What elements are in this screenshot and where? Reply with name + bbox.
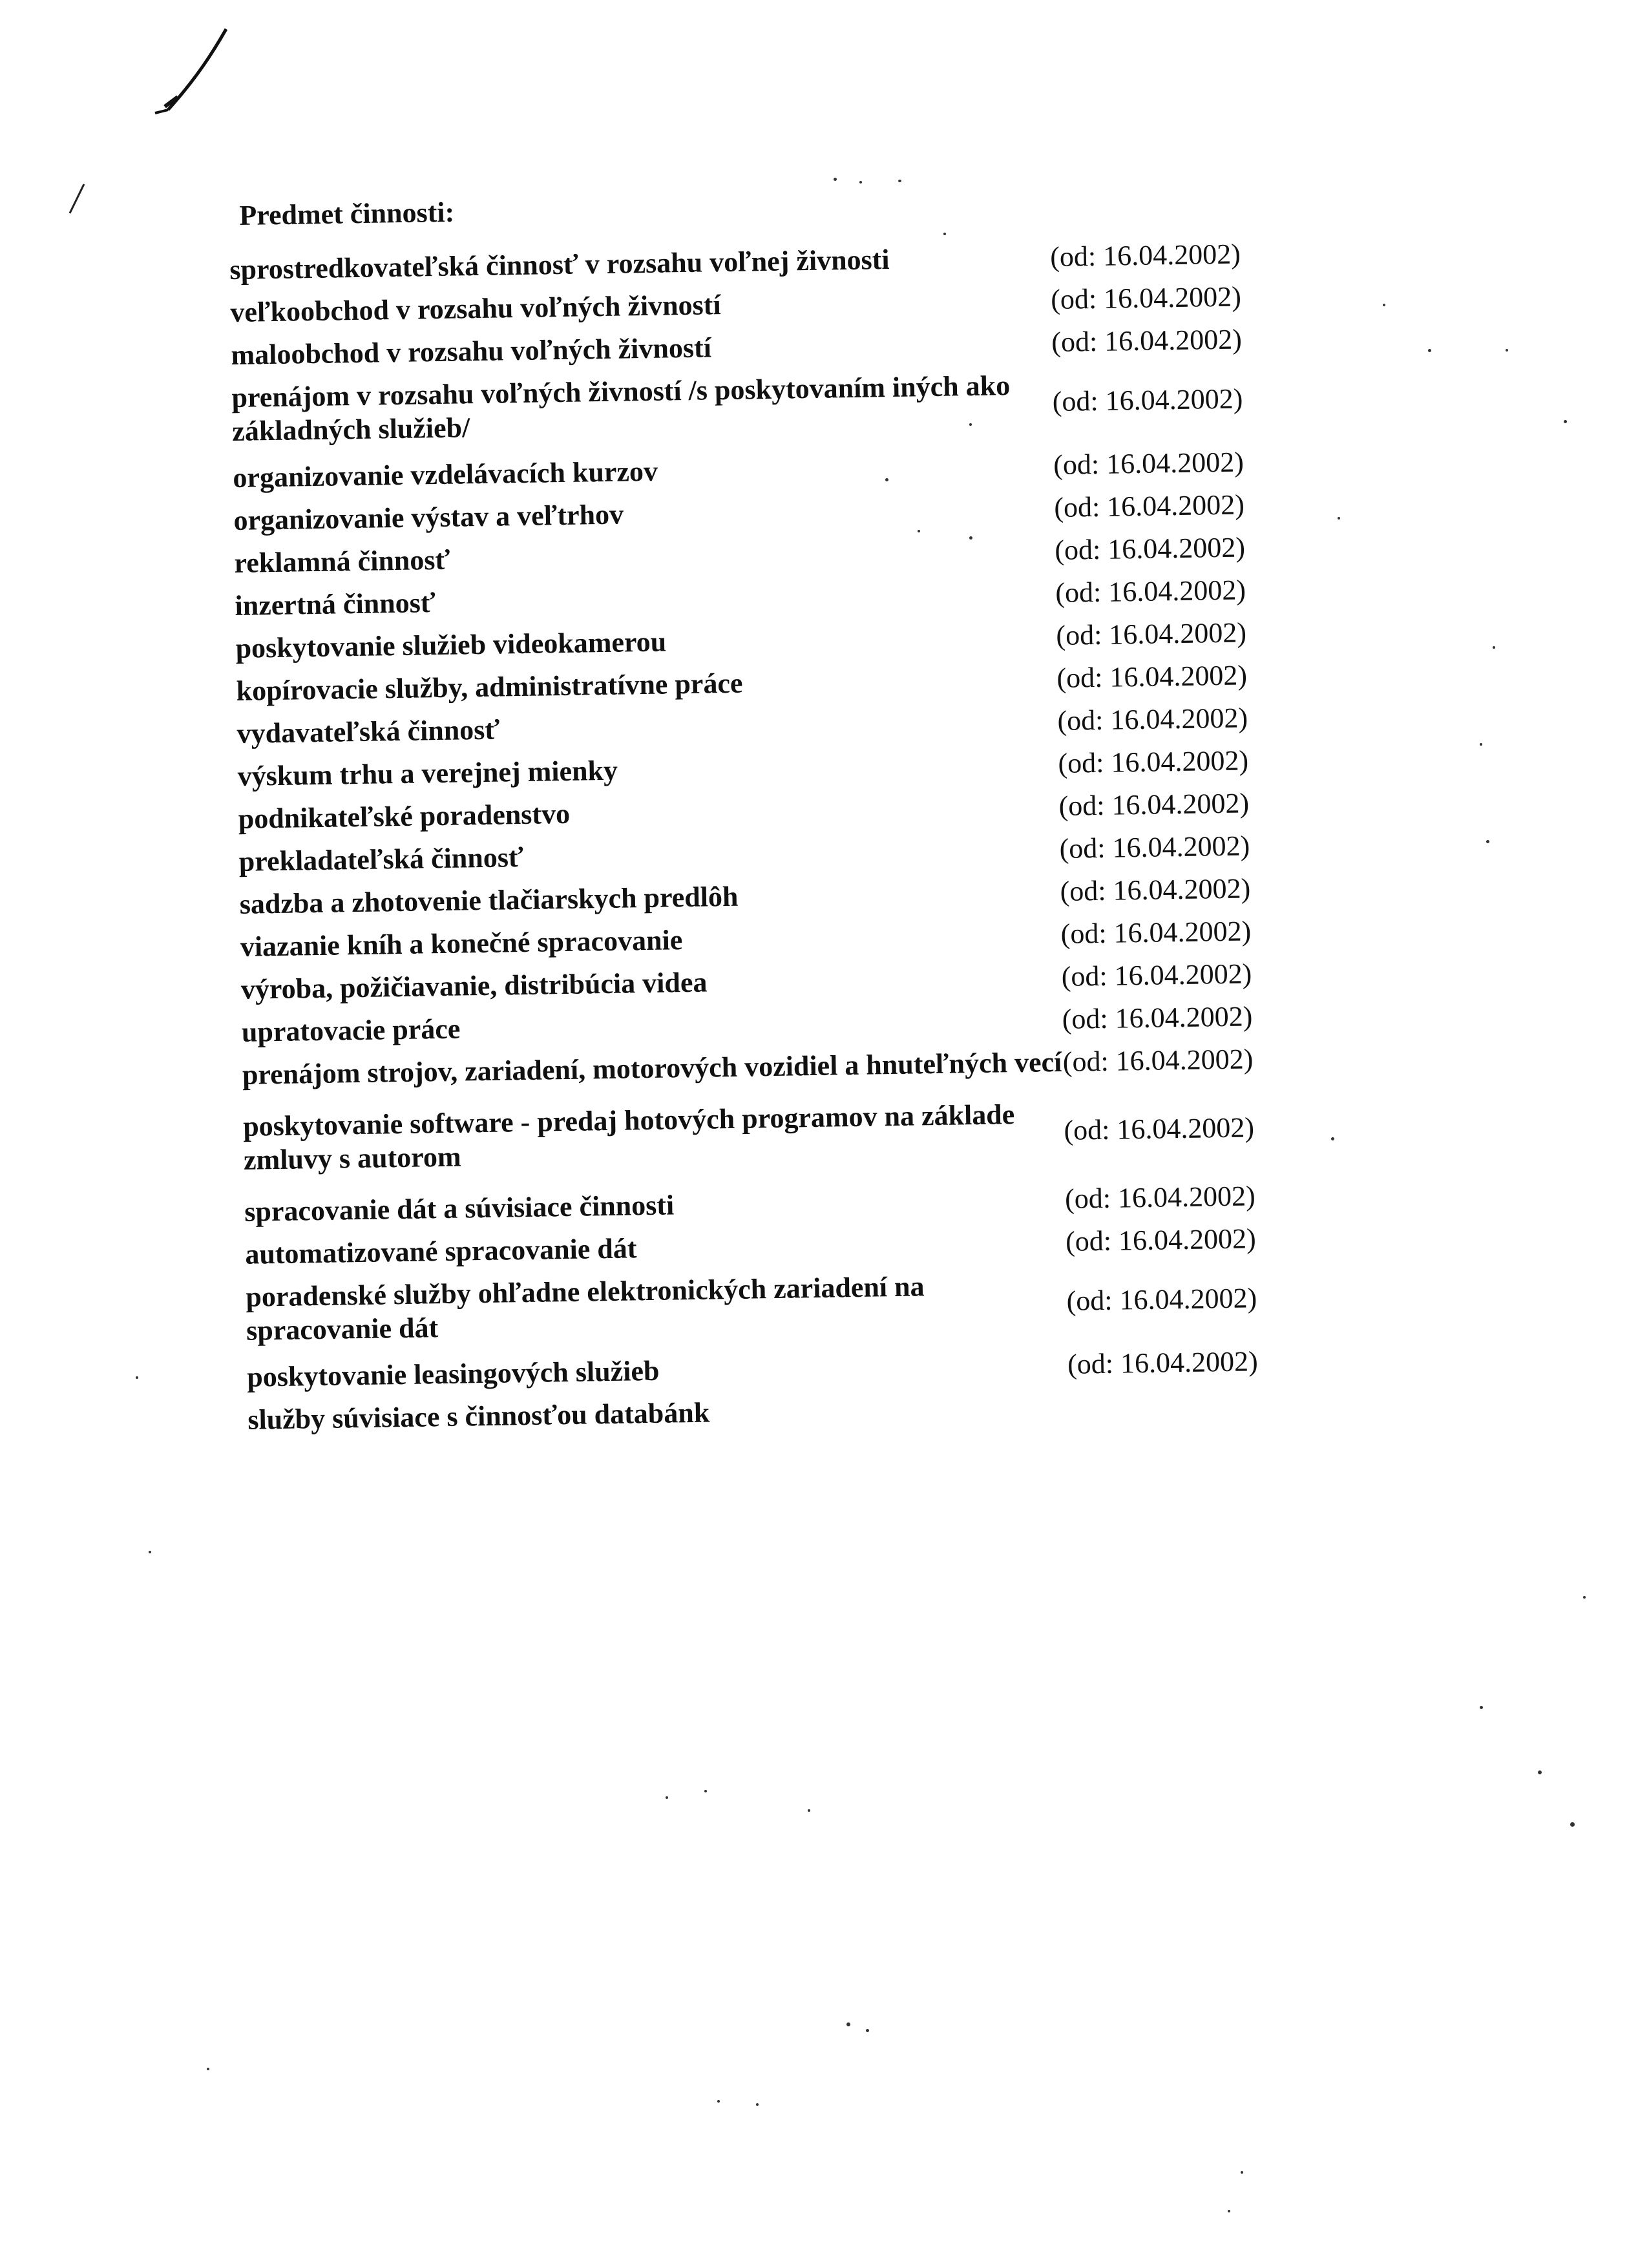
activity-date: (od: 16.04.2002) xyxy=(1067,1345,1259,1380)
scan-speck xyxy=(885,478,888,481)
scan-speck xyxy=(1538,1770,1542,1774)
scan-speck xyxy=(859,181,862,184)
scan-speck xyxy=(866,2029,869,2032)
scan-speck xyxy=(756,2103,759,2106)
list-item xyxy=(246,1261,1493,1347)
activity-text: poskytovanie leasingových služieb xyxy=(246,1354,660,1393)
activity-text: výroba, požičiavanie, distribúcia videa xyxy=(240,966,708,1005)
activity-date: (od: 16.04.2002) xyxy=(1052,383,1243,418)
activity-date: (od: 16.04.2002) xyxy=(1062,1000,1253,1035)
activity-date: (od: 16.04.2002) xyxy=(1050,280,1242,316)
activity-text: maloobchod v rozsahu voľných živností xyxy=(231,331,712,371)
scan-speck xyxy=(898,180,901,182)
activity-date: (od: 16.04.2002) xyxy=(1064,1111,1255,1146)
scan-speck xyxy=(1583,1596,1586,1599)
scan-speck xyxy=(943,233,946,235)
activity-date: (od: 16.04.2002) xyxy=(1053,488,1245,523)
pen-stroke xyxy=(65,181,90,220)
scan-speck xyxy=(1480,743,1482,746)
activity-text: poradenské služby ohľadne elektronických zariadení na spracovanie dát xyxy=(245,1270,925,1347)
activity-text: reklamná činnosť xyxy=(234,543,450,579)
activity-date: (od: 16.04.2002) xyxy=(1060,915,1252,950)
scan-speck xyxy=(1241,2171,1243,2174)
activity-text: vydavateľská činnosť xyxy=(236,713,500,750)
activity-text: sprostredkovateľská činnosť v rozsahu voľnej živnosti xyxy=(229,243,890,286)
scan-speck xyxy=(969,536,972,540)
scan-speck xyxy=(846,2022,850,2026)
scan-speck xyxy=(1564,420,1567,423)
activity-text: spracovanie dát a súvisiace činnosti xyxy=(244,1189,675,1228)
activity-date: (od: 16.04.2002) xyxy=(1054,531,1246,566)
scan-speck xyxy=(1506,349,1508,352)
scan-speck xyxy=(1228,2210,1230,2212)
activity-text: poskytovanie služieb videokamerou xyxy=(235,625,667,664)
activity-text: poskytovanie software - predaj hotových programov na základe zmluvy s autorom xyxy=(242,1098,1015,1176)
activity-text: organizovanie výstav a veľtrhov xyxy=(233,498,624,536)
activity-text: veľkoobchod v rozsahu voľných živností xyxy=(230,289,721,328)
activity-text: sadzba a zhotovenie tlačiarskych predlôh xyxy=(239,880,739,920)
scan-speck xyxy=(704,1790,707,1792)
scan-speck xyxy=(1338,517,1340,520)
activity-date: (od: 16.04.2002) xyxy=(1055,574,1246,609)
list-item xyxy=(243,1091,1491,1177)
scan-speck xyxy=(1383,304,1385,306)
scan-speck xyxy=(717,2100,720,2103)
pen-mark xyxy=(129,19,258,149)
scan-speck xyxy=(207,2068,209,2070)
scan-speck xyxy=(1480,1706,1483,1709)
scan-speck xyxy=(1570,1822,1575,1827)
activity-text: inzertná činnosť xyxy=(235,587,436,622)
list-item xyxy=(247,1383,1495,1436)
scan-speck xyxy=(136,1376,138,1379)
activity-text: prenájom strojov, zariadení, motorových vozidiel a hnuteľných vecí xyxy=(242,1045,1062,1091)
scan-speck xyxy=(1331,1137,1334,1140)
scan-speck xyxy=(808,1809,810,1812)
activity-text: automatizované spracovanie dát xyxy=(244,1232,637,1270)
activity-date: (od: 16.04.2002) xyxy=(1062,1043,1254,1078)
activity-text: prenájom v rozsahu voľných živností /s poskytovaním iných ako základných služieb/ xyxy=(231,370,1011,447)
activity-date: (od: 16.04.2002) xyxy=(1061,958,1252,992)
page-heading: Predmet činnosti: xyxy=(239,196,455,231)
activity-text: podnikateľské poradenstvo xyxy=(238,797,571,835)
activity-text: prekladateľská činnosť xyxy=(238,841,524,877)
scan-speck xyxy=(666,1796,668,1799)
list-item xyxy=(242,1039,1490,1092)
activity-date: (od: 16.04.2002) xyxy=(1051,323,1243,359)
activity-text: upratovacie práce xyxy=(241,1013,461,1048)
scan-speck xyxy=(1486,840,1489,843)
activity-date: (od: 16.04.2002) xyxy=(1060,872,1251,907)
activity-date: (od: 16.04.2002) xyxy=(1066,1282,1257,1317)
scan-speck xyxy=(969,423,972,426)
activity-date: (od: 16.04.2002) xyxy=(1065,1223,1257,1257)
activity-date: (od: 16.04.2002) xyxy=(1056,659,1248,694)
activity-date: (od: 16.04.2002) xyxy=(1059,830,1250,865)
activity-text: viazanie kníh a konečné spracovanie xyxy=(240,924,683,963)
activity-date: (od: 16.04.2002) xyxy=(1053,446,1245,481)
activity-date: (od: 16.04.2002) xyxy=(1058,744,1249,779)
scan-speck xyxy=(1493,646,1495,649)
activity-date: (od: 16.04.2002) xyxy=(1058,787,1250,822)
activity-date: (od: 16.04.2002) xyxy=(1064,1180,1256,1215)
activity-date: (od: 16.04.2002) xyxy=(1056,616,1247,651)
scan-speck xyxy=(918,530,920,532)
activity-text: výskum trhu a verejnej mienky xyxy=(237,754,618,792)
activity-text: služby súvisiace s činnosťou databánk xyxy=(247,1396,710,1436)
scan-speck xyxy=(1428,349,1431,352)
scan-speck xyxy=(149,1551,151,1553)
activity-text: organizovanie vzdelávacích kurzov xyxy=(233,455,658,494)
activity-date: (od: 16.04.2002) xyxy=(1057,702,1248,737)
activity-text: kopírovacie služby, administratívne práce xyxy=(236,667,743,707)
scan-speck xyxy=(834,178,837,181)
list-item xyxy=(231,362,1479,448)
activity-list xyxy=(229,234,1495,1446)
activity-date: (od: 16.04.2002) xyxy=(1049,238,1241,273)
